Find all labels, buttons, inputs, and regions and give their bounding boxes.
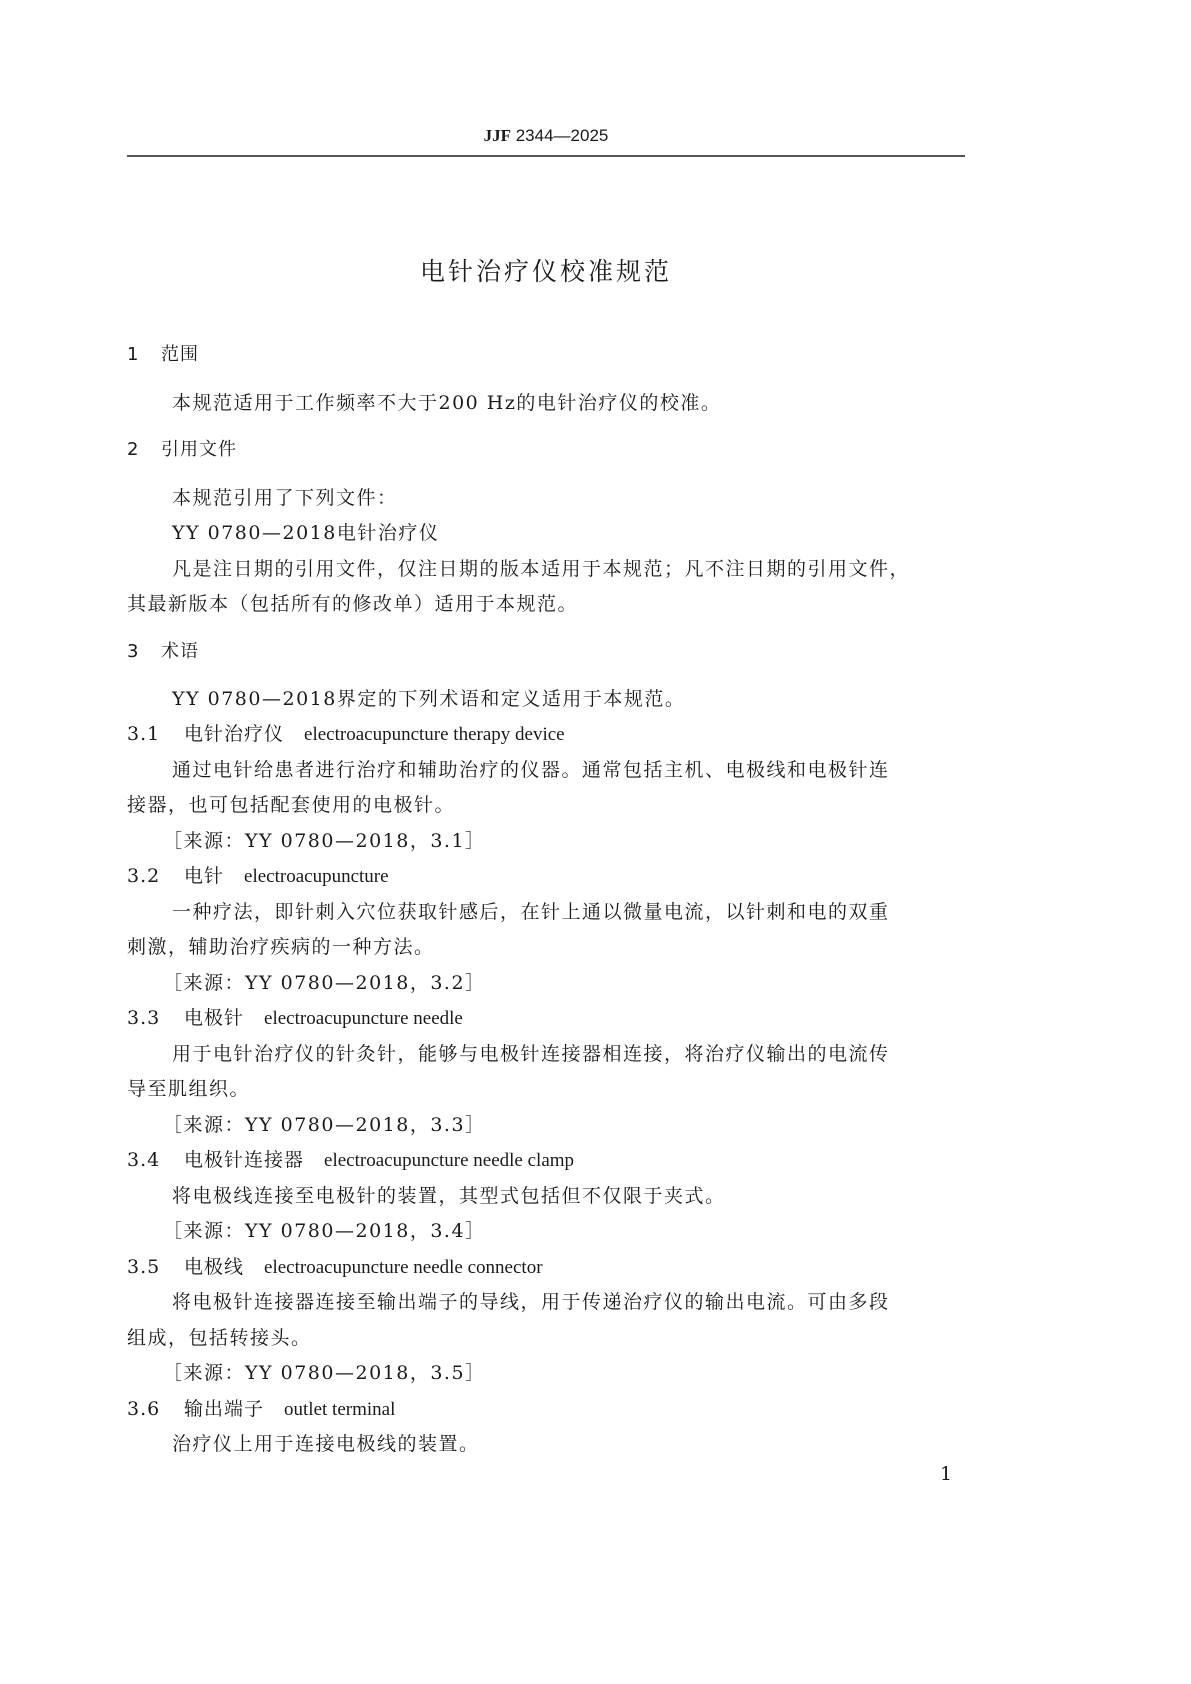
term-3-3: 3.3 电极针 electroacupuncture needle [127, 1007, 463, 1029]
term-3-3-source: ［来源：YY 0780—2018，3.3］ [163, 1114, 486, 1136]
refs-note-line1: 凡是注日期的引用文件，仅注日期的版本适用于本规范；凡不注日期的引用文件， [172, 558, 911, 580]
page-title: 电针治疗仪校准规范 [419, 257, 672, 286]
term-3-6-def-line1: 治疗仪上用于连接电极线的装置。 [172, 1433, 480, 1455]
header-code-number: 2344—2025 [511, 126, 609, 145]
term-3-4-def-line1: 将电极线连接至电极针的装置，其型式包括但不仅限于夹式。 [172, 1185, 726, 1207]
term-3-4: 3.4 电极针连接器 electroacupuncture needle clamp [127, 1149, 575, 1171]
term-3-4-source: ［来源：YY 0780—2018，3.4］ [163, 1220, 486, 1242]
term-3-2-def-line1: 一种疗法，即针刺入穴位获取针感后，在针上通以微量电流，以针刺和电的双重 [172, 901, 890, 923]
refs-intro: 本规范引用了下列文件： [172, 487, 398, 509]
refs-note-line2: 其最新版本（包括所有的修改单）适用于本规范。 [127, 593, 579, 615]
term-3-5: 3.5 电极线 electroacupuncture needle connector [127, 1256, 543, 1278]
running-header [0, 126, 1092, 146]
section-heading-1: 1 范围 [127, 344, 199, 365]
header-code-bold: JJF [483, 126, 511, 145]
scope-text: 本规范适用于工作频率不大于200 Hz的电针治疗仪的校准。 [172, 392, 722, 414]
term-3-5-def-line1: 将电极针连接器连接至输出端子的导线，用于传递治疗仪的输出电流。可由多段 [172, 1291, 890, 1313]
term-3-6: 3.6 输出端子 outlet terminal [127, 1398, 396, 1420]
section-heading-3: 3 术语 [127, 641, 199, 662]
term-3-2-source: ［来源：YY 0780—2018，3.2］ [163, 972, 486, 994]
term-3-1: 3.1 电针治疗仪 electroacupuncture therapy device [127, 723, 565, 745]
term-3-1-def-line1: 通过电针给患者进行治疗和辅助治疗的仪器。通常包括主机、电极线和电极针连 [172, 759, 890, 781]
section-heading-2: 2 引用文件 [127, 439, 237, 460]
term-3-2: 3.2 电针 electroacupuncture [127, 865, 389, 887]
header-rule [127, 155, 965, 157]
page-number: 1 [940, 1463, 953, 1485]
term-3-1-source: ［来源：YY 0780—2018，3.1］ [163, 830, 486, 852]
refs-doc: YY 0780—2018电针治疗仪 [172, 522, 440, 544]
terms-intro: YY 0780—2018界定的下列术语和定义适用于本规范。 [172, 688, 686, 710]
term-3-1-def-line2: 接器，也可包括配套使用的电极针。 [127, 794, 456, 816]
term-3-3-def-line2: 导至肌组织。 [127, 1078, 251, 1100]
term-3-3-def-line1: 用于电针治疗仪的针灸针，能够与电极针连接器相连接，将治疗仪输出的电流传 [172, 1043, 890, 1065]
term-3-5-source: ［来源：YY 0780—2018，3.5］ [163, 1362, 486, 1384]
term-3-2-def-line2: 刺激，辅助治疗疾病的一种方法。 [127, 936, 435, 958]
term-3-5-def-line2: 组成，包括转接头。 [127, 1327, 312, 1349]
